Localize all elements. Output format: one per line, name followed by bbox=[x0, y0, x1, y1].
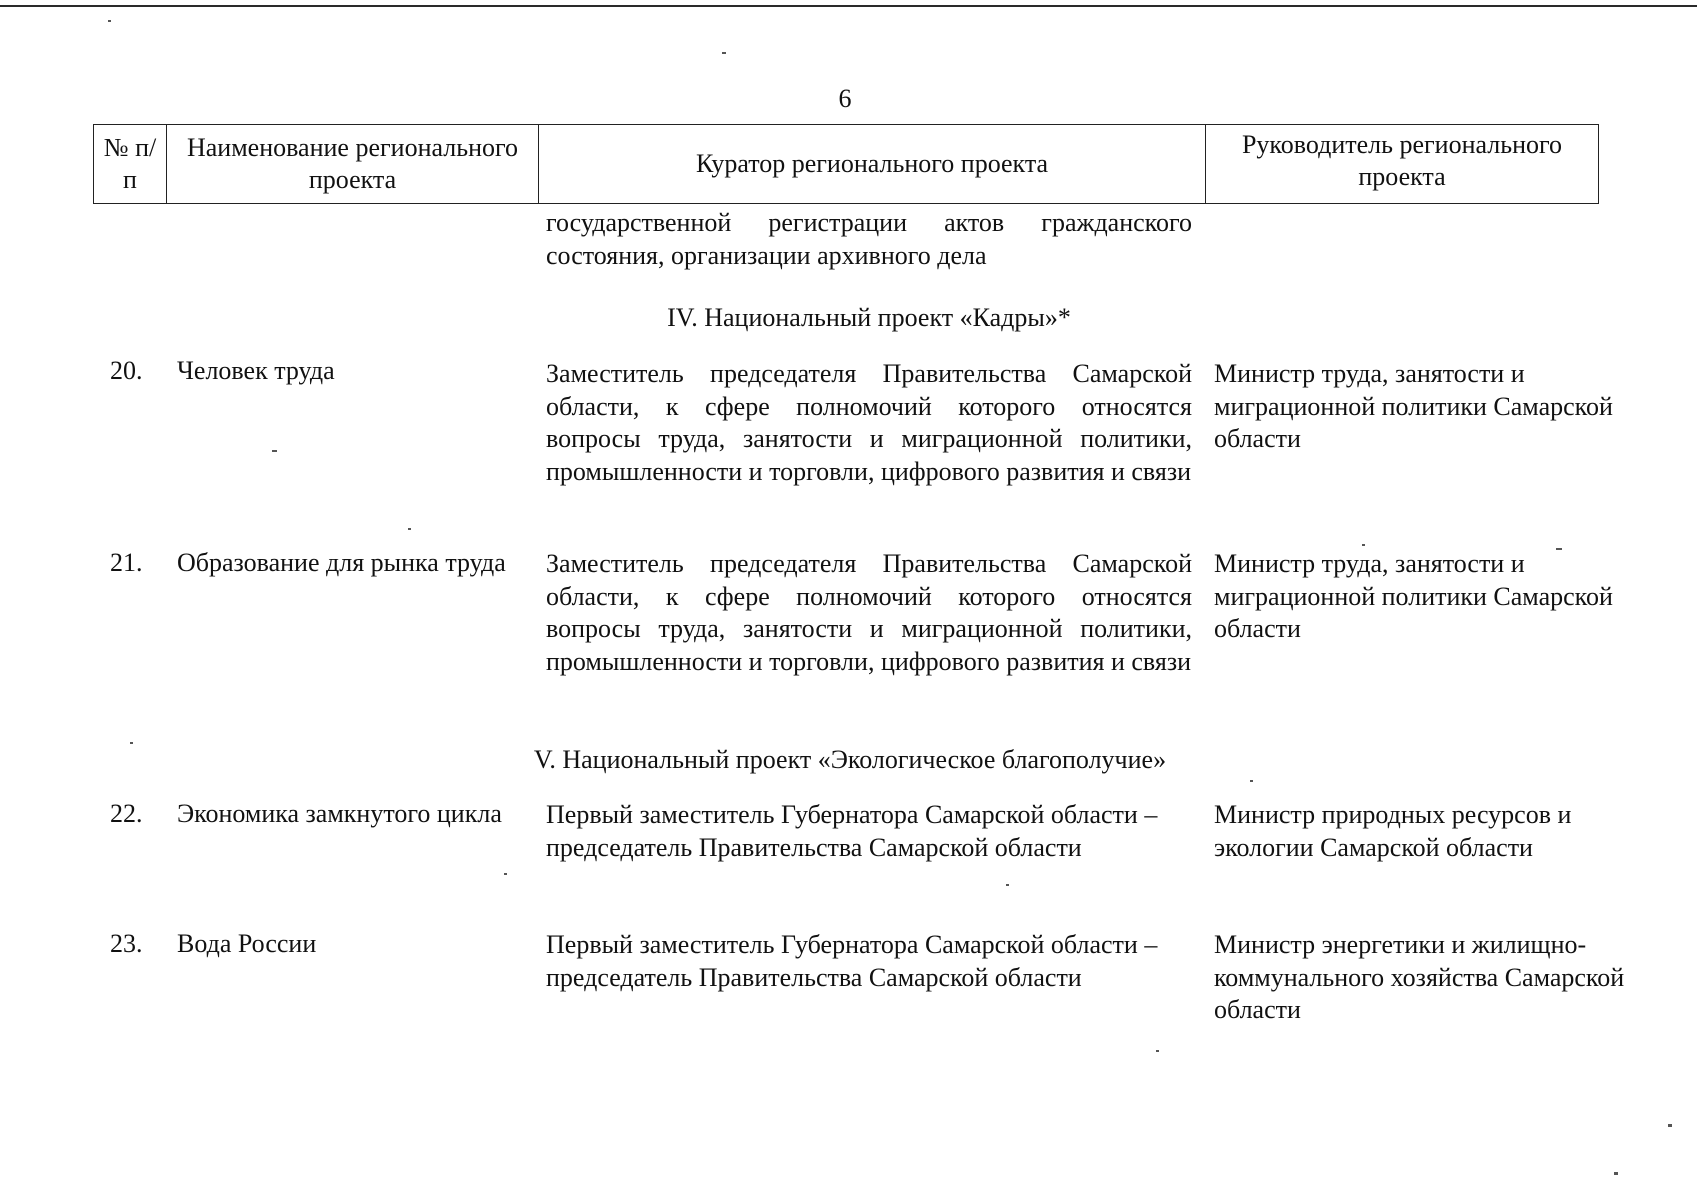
section-heading: V. Национальный проект «Экологическое благополучие» bbox=[533, 745, 1167, 774]
header-num: № п/п bbox=[94, 125, 167, 204]
row-leader: Министр природных ресурсов и экологии Самарской области bbox=[1214, 800, 1572, 862]
section-heading: IV. Национальный проект «Кадры»* bbox=[667, 303, 1071, 332]
row-num: 21. bbox=[110, 548, 143, 577]
row-curator: Первый заместитель Губернатора Самарской области – председатель Правительства Самарской области bbox=[546, 930, 1158, 992]
row-curator: Первый заместитель Губернатора Самарской области – председатель Правительства Самарской области bbox=[546, 800, 1158, 862]
row-name: Экономика замкнутого цикла bbox=[177, 799, 502, 828]
row-name: Человек труда bbox=[177, 356, 335, 385]
header-curator: Куратор регионального проекта bbox=[539, 125, 1206, 204]
row-name: Вода России bbox=[177, 929, 317, 958]
row-leader: Министр энергетики и жилищно-коммунального хозяйства Самарской области bbox=[1214, 930, 1625, 1024]
header-name: Наименование регионального проекта bbox=[167, 125, 539, 204]
continuation-text: государственной регистрации актов гражданского состояния, организации архивного дела bbox=[546, 208, 1192, 270]
row-curator: Заместитель председателя Правительства Самарской области, к сфере полномочий которого относятся вопросы труда, занятости и миграционной политики, промышленности и торговли, цифрового развития и связи bbox=[546, 549, 1192, 676]
table-header bbox=[93, 124, 1599, 204]
row-num: 22. bbox=[110, 799, 143, 828]
header-leader: Руководитель регионального проекта bbox=[1206, 125, 1599, 204]
row-name: Образование для рынка труда bbox=[177, 548, 506, 577]
row-num: 20. bbox=[110, 356, 143, 385]
row-curator: Заместитель председателя Правительства Самарской области, к сфере полномочий которого относятся вопросы труда, занятости и миграционной политики, промышленности и торговли, цифрового развития и связи bbox=[546, 359, 1192, 486]
top-rule bbox=[0, 5, 1697, 7]
row-leader: Министр труда, занятости и миграционной политики Самарской области bbox=[1214, 359, 1613, 453]
page-number: 6 bbox=[838, 84, 852, 113]
row-leader: Министр труда, занятости и миграционной политики Самарской области bbox=[1214, 549, 1613, 643]
row-num: 23. bbox=[110, 929, 143, 958]
